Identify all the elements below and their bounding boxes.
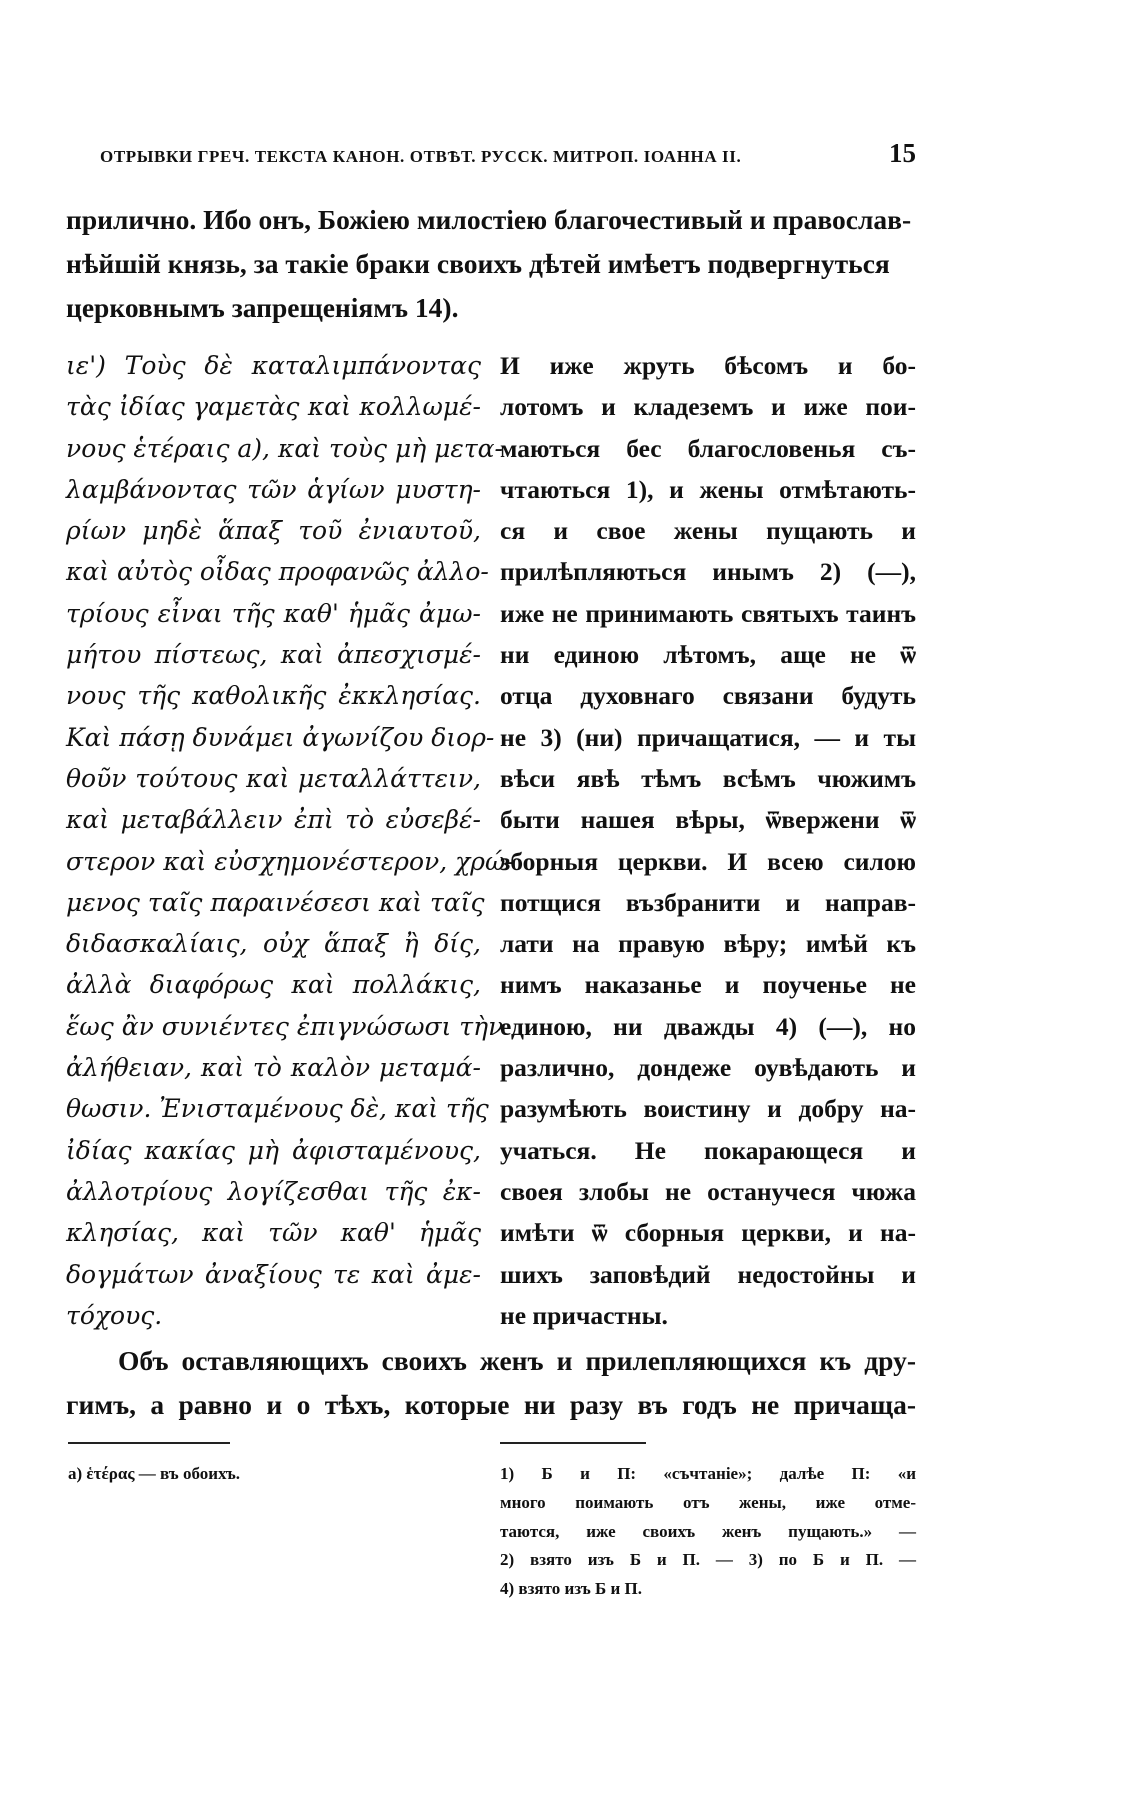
greek-line: μήτου πίστεως, καὶ ἀπεσχισμέ- <box>66 640 481 670</box>
slavonic-column <box>500 345 916 1336</box>
slavonic-line: вѣси явѣ тѣмъ всѣмъ чюжимъ <box>500 763 916 793</box>
greek-line: καὶ μεταβάλλειν ἐπὶ τὸ εὐσεβέ- <box>66 805 481 835</box>
footnotes-slavonic <box>500 1460 916 1604</box>
intro-paragraph <box>66 198 916 330</box>
footnote-line: a) ἑτέρας — въ обоихъ. <box>68 1464 241 1483</box>
slavonic-line: лати на правую вѣру; имѣй къ <box>500 929 916 959</box>
slavonic-line: прилѣпляються инымъ 2) (—), <box>500 557 916 587</box>
intro-line: церковнымъ запрещеніямъ 14). <box>66 292 459 323</box>
greek-line: ρίων μηδὲ ἅπαξ τοῦ ἐνιαυτοῦ, <box>66 516 481 546</box>
translation-paragraph <box>66 1339 916 1427</box>
slavonic-line: отца духовнаго связани будуть <box>500 681 916 711</box>
footnote-line: 2) взято изъ Б и П. — 3) по Б и П. — <box>500 1550 916 1570</box>
footnote-line: таются, иже своихъ женъ пущають.» — <box>500 1521 916 1541</box>
greek-column <box>66 345 514 1336</box>
slavonic-line: нимъ наказанье и поученье не <box>500 970 916 1000</box>
slavonic-line: не 3) (ни) причащатися, — и ты <box>500 722 916 752</box>
greek-line: ἀλλοτρίους λογίζεσθαι τῆς ἐκ- <box>66 1176 481 1206</box>
slavonic-line: шихъ заповѣдий недостойны и <box>500 1259 916 1289</box>
slavonic-line: ни единою лѣтомъ, аще не ѿ <box>500 640 916 670</box>
slavonic-line: разумѣють воистину и добру на- <box>500 1094 916 1124</box>
greek-line: μενος ταῖς παραινέσεσι καὶ ταῖς <box>66 887 485 917</box>
footnote-divider-right <box>500 1442 646 1444</box>
slavonic-line: маються бес благословенья съ- <box>500 433 916 463</box>
running-title: ОТРЫВКИ ГРЕЧ. ТЕКСТА КАНОН. ОТВѢТ. РУССК. МИТРОП. ІОАННА II. <box>100 147 742 166</box>
greek-line: νους τῆς καθολικῆς ἐκκλησίας. <box>66 681 481 711</box>
greek-line: θωσιν. Ἐνισταμένους δὲ, καὶ τῆς <box>66 1094 489 1124</box>
slavonic-line: единою, ни дважды 4) (—), но <box>500 1011 916 1041</box>
footnote-line: много поимають отъ жены, иже отме- <box>500 1492 916 1512</box>
intro-line: прилично. Ибо онъ, Божіею милостіею благочестивый и православ- <box>66 204 912 235</box>
slavonic-line: учаться. Не покарающеся и <box>500 1135 916 1165</box>
slavonic-line: своея злобы не останучеся чюжа <box>500 1176 916 1206</box>
translation-line: Объ оставляющихъ своихъ женъ и прилепляющихся къ дру- <box>118 1345 916 1376</box>
slavonic-line: быти нашея вѣры, ѿвержени ѿ <box>500 805 916 835</box>
greek-line: καὶ αὐτὸς οἶδας προφανῶς ἀλλο- <box>66 557 489 587</box>
slavonic-line: не причастны. <box>500 1300 668 1330</box>
slavonic-line: И иже жруть бѣсомъ и бо- <box>500 351 916 380</box>
slavonic-line: зборныя церкви. И всею силою <box>500 846 916 876</box>
greek-line: θοῦν τούτους καὶ μεταλλάττειν, <box>66 763 481 793</box>
greek-line: διδασκαλίαις, οὐχ ἅπαξ ἢ δίς, <box>66 929 481 959</box>
footnote-divider-left <box>68 1442 230 1444</box>
slavonic-line: ся и свое жены пущають и <box>500 516 916 546</box>
greek-line: τὰς ἰδίας γαμετὰς καὶ κολλωμέ- <box>66 392 481 422</box>
greek-line: ἰδίας κακίας μὴ ἀφισταμένους, <box>66 1135 481 1165</box>
slavonic-line: различно, дондеже оувѣдають и <box>500 1053 916 1083</box>
greek-line: ἀλλὰ διαφόρως καὶ πολλάκις, <box>66 970 481 1000</box>
greek-line: δογμάτων ἀναξίους τε καὶ ἀμε- <box>66 1259 481 1289</box>
greek-line: νους ἑτέραις a), καὶ τοὺς μὴ μετα- <box>66 433 503 463</box>
greek-line: ἀλήθειαν, καὶ τὸ καλὸν μεταμά- <box>66 1053 481 1083</box>
page <box>66 0 916 1810</box>
intro-line: нѣйшій князь, за такіе браки своихъ дѣтей имѣетъ подвергнуться <box>66 248 890 279</box>
slavonic-line: имѣти ѿ сборныя церкви, и на- <box>500 1218 916 1248</box>
greek-line: τρίους εἶναι τῆς καθ' ἡμᾶς ἀμω- <box>66 598 481 628</box>
greek-line: λαμβάνοντας τῶν ἁγίων μυστη- <box>66 474 481 504</box>
greek-line: ἕως ἂν συνιέντες ἐπιγνώσωσι τὴν <box>66 1011 504 1041</box>
page-number: 15 <box>889 138 916 168</box>
greek-line: ιε') Τοὺς δὲ καταλιμπάνοντας <box>66 351 481 380</box>
translation-line: гимъ, а равно и о тѣхъ, которые ни разу въ годъ не причаща- <box>66 1389 916 1420</box>
running-header <box>100 138 916 169</box>
greek-line: κλησίας, καὶ τῶν καθ' ἡμᾶς <box>66 1218 481 1248</box>
slavonic-line: потщися възбранити и направ- <box>500 887 916 917</box>
footnote-line: 1) Б и П: «съчтаніе»; далѣе П: «и <box>500 1464 916 1483</box>
slavonic-line: чтаються 1), и жены отмѣтають- <box>500 474 916 504</box>
greek-line: τόχους. <box>66 1300 163 1330</box>
footnote-greek <box>68 1460 468 1489</box>
slavonic-line: иже не принимають святыхъ таинъ <box>500 598 916 628</box>
greek-line: στερον καὶ εὐσχημονέστερον, χρώ- <box>66 846 514 876</box>
footnote-line: 4) взято изъ Б и П. <box>500 1579 643 1599</box>
slavonic-line: лотомъ и кладеземъ и иже пои- <box>500 392 916 422</box>
greek-line: Καὶ πάσῃ δυνάμει ἀγωνίζου διορ- <box>66 722 495 752</box>
